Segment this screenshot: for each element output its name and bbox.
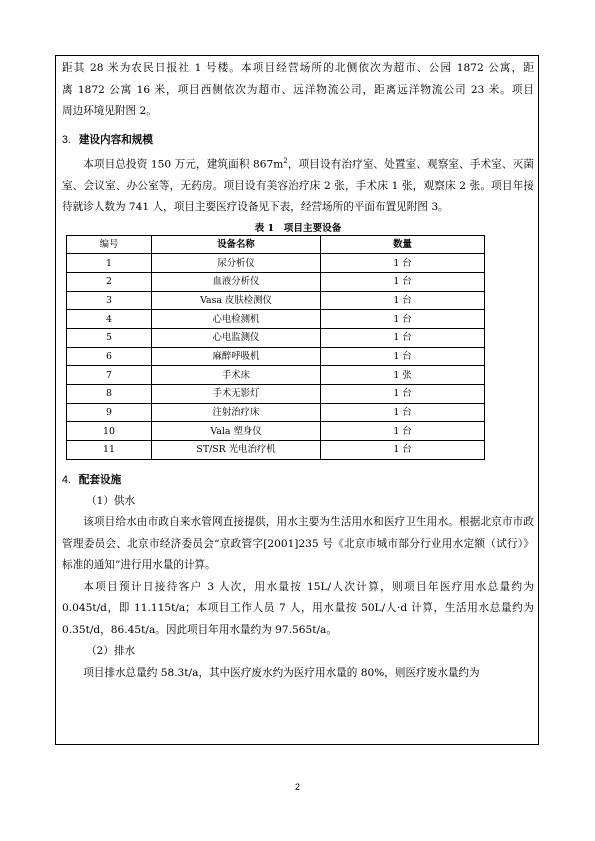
row-number: 4 bbox=[67, 310, 152, 329]
section-3-text-b: ，项目设有治疗室、处置室、观察室、手术室、灭菌室、会议室、办公室等，无药房。项目设有美容治疗床 2 张，手术床 1 张，观察床 2 张。项目年接待就诊人数为 741 人，项目主要医疗设备见下表，经营场所的平面布置见附图 3。 bbox=[62, 158, 535, 214]
row-number: 2 bbox=[67, 272, 152, 291]
row-quantity: 1 台 bbox=[321, 328, 485, 347]
header-quantity: 数量 bbox=[321, 235, 485, 254]
table-row bbox=[67, 422, 485, 441]
table-header-row bbox=[67, 235, 485, 254]
row-quantity: 1 台 bbox=[321, 291, 485, 310]
section-3-heading bbox=[62, 129, 534, 151]
equipment-table bbox=[66, 235, 485, 460]
row-equipment-name: Vala 塑身仪 bbox=[152, 422, 321, 441]
row-quantity: 1 台 bbox=[321, 254, 485, 273]
row-equipment-name: 注射治疗床 bbox=[152, 403, 321, 422]
row-number: 11 bbox=[67, 441, 152, 460]
table-row bbox=[67, 366, 485, 385]
header-number: 编号 bbox=[67, 235, 152, 254]
row-equipment-name: 手术无影灯 bbox=[152, 385, 321, 404]
drainage-subheading: （2）排水 bbox=[86, 645, 136, 658]
table-caption: 表 1 项目主要设备 bbox=[254, 222, 342, 234]
section-3-number: 3. bbox=[62, 133, 71, 146]
section-4-number: 4. bbox=[62, 473, 71, 486]
row-number: 6 bbox=[67, 347, 152, 366]
water-supply-paragraph-1: 该项目给水由市政自来水管网直接提供，用水主要为生活用水和医疗卫生用水。根据北京市市政管理委员会、北京市经济委员会“京政管字[2001]235 号《北京市城市部分行业用水定额（试行）》标准的通知”进行用水量的计算。 bbox=[62, 516, 534, 572]
section-3-text-a: 本项目总投资 150 万元，建筑面积 867m bbox=[83, 158, 284, 171]
section-3-title: 建设内容和规模 bbox=[78, 133, 153, 146]
water-supply-subheading: （1）供水 bbox=[86, 494, 136, 507]
row-quantity: 1 台 bbox=[321, 403, 485, 422]
row-equipment-name: 尿分析仪 bbox=[152, 254, 321, 273]
row-number: 1 bbox=[67, 254, 152, 273]
row-quantity: 1 台 bbox=[321, 347, 485, 366]
row-equipment-name: 血液分析仪 bbox=[152, 272, 321, 291]
row-quantity: 1 台 bbox=[321, 272, 485, 291]
row-quantity: 1 台 bbox=[321, 385, 485, 404]
row-quantity: 1 台 bbox=[321, 310, 485, 329]
row-equipment-name: Vasa 皮肤检测仪 bbox=[152, 291, 321, 310]
drainage-paragraph: 项目排水总量约 58.3t/a，其中医疗废水约为医疗用水量的 80%，则医疗废水量约为 bbox=[83, 666, 480, 679]
table-row bbox=[67, 310, 485, 329]
table-row bbox=[67, 328, 485, 347]
row-quantity: 1 台 bbox=[321, 422, 485, 441]
intro-line-1: 距其 28 米为农民日报社 1 号楼。本项目经营场所的北侧依次为超市、公园 1872 公寓，距 bbox=[62, 62, 534, 74]
row-number: 9 bbox=[67, 403, 152, 422]
table-row bbox=[67, 291, 485, 310]
table-row bbox=[67, 403, 485, 422]
table-body bbox=[67, 254, 485, 460]
row-number: 7 bbox=[67, 366, 152, 385]
row-quantity: 1 张 bbox=[321, 366, 485, 385]
row-number: 5 bbox=[67, 328, 152, 347]
row-equipment-name: 手术床 bbox=[152, 366, 321, 385]
table-row bbox=[67, 254, 485, 273]
table-row bbox=[67, 272, 485, 291]
water-supply-paragraph-2: 本项目预计日接待客户 3 人次，用水量按 15L/人次计算，则项目年医疗用水总量约为 0.045t/d，即 11.115t/a；本项目工作人员 7 人，用水量按 50L/人·d 计算，生活用水总量约为 0.35t/d，86.45t/a。因此项目年用水量约为 97.565t/a。 bbox=[62, 580, 534, 636]
row-equipment-name: 麻醉呼吸机 bbox=[152, 347, 321, 366]
intro-line-2: 离 1872 公寓 16 米，项目西侧依次为超市、远洋物流公司，距离远洋物流公司 23 米。项目 bbox=[62, 83, 534, 96]
area-superscript: 2 bbox=[283, 156, 288, 165]
document-body bbox=[62, 58, 534, 684]
section-4-title: 配套设施 bbox=[78, 473, 122, 486]
row-equipment-name: 心电监测仪 bbox=[152, 328, 321, 347]
table-row bbox=[67, 441, 485, 460]
section-3-paragraph bbox=[62, 151, 534, 219]
row-equipment-name: ST/SR 光电治疗机 bbox=[152, 441, 321, 460]
table-row bbox=[67, 385, 485, 404]
row-number: 3 bbox=[67, 291, 152, 310]
header-equipment-name: 设备名称 bbox=[152, 235, 321, 254]
row-quantity: 1 台 bbox=[321, 441, 485, 460]
page-number: 2 bbox=[294, 782, 300, 792]
row-number: 8 bbox=[67, 385, 152, 404]
row-number: 10 bbox=[67, 422, 152, 441]
intro-line-3: 周边环境见附图 2。 bbox=[62, 105, 157, 117]
section-4-heading bbox=[62, 469, 534, 491]
table-row bbox=[67, 347, 485, 366]
row-equipment-name: 心电检测机 bbox=[152, 310, 321, 329]
